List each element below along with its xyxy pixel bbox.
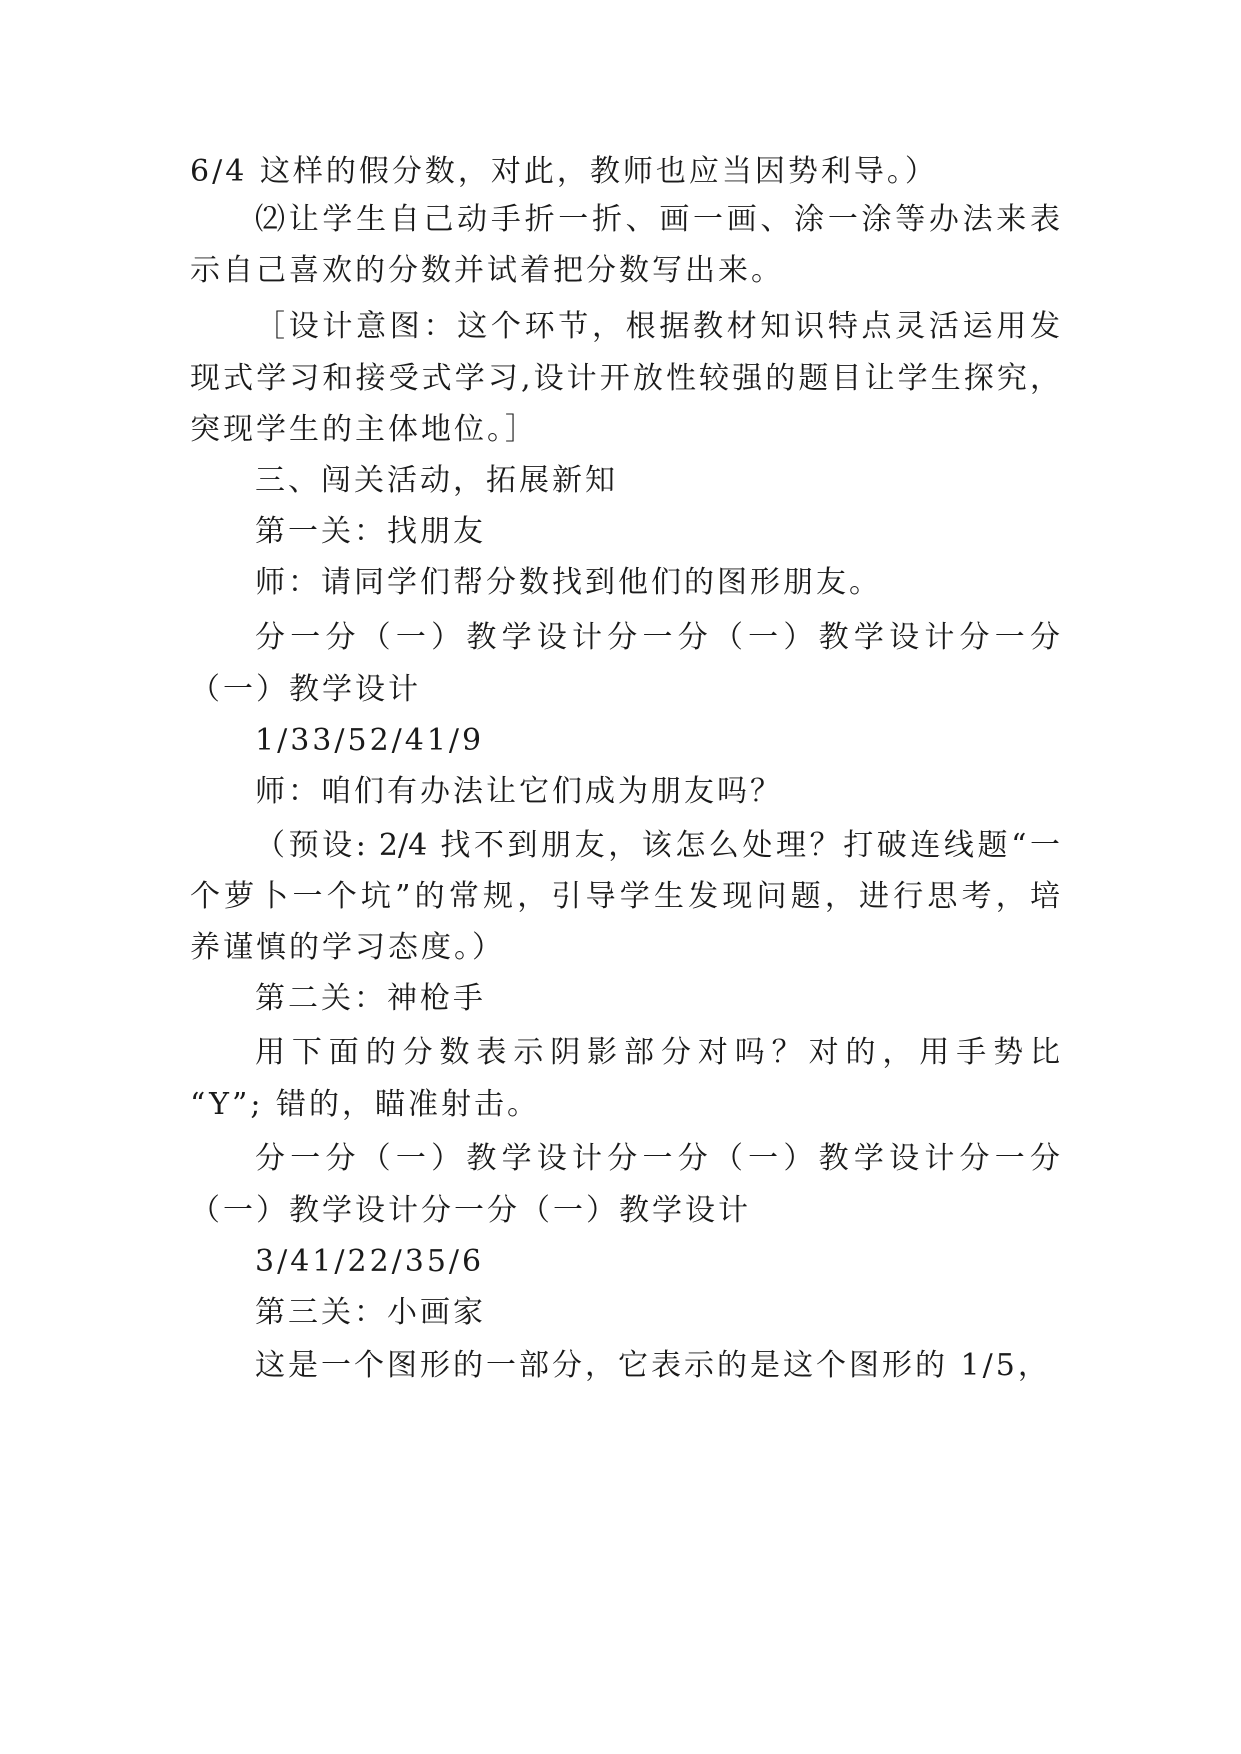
- text-line: 养谨慎的学习态度。）: [190, 930, 505, 965]
- text-line: ⑵让学生自己动手折一折、画一画、涂一涂等办法来表: [255, 202, 1060, 237]
- fraction-list: 1/33/52/41/9: [255, 723, 485, 758]
- text-line: 个萝卜一个坑”的常规，引导学生发现问题，进行思考，培: [190, 879, 1060, 914]
- fraction-list: 3/41/22/35/6: [255, 1244, 485, 1279]
- text-line: 师：请同学们帮分数找到他们的图形朋友。: [255, 565, 882, 600]
- section-heading: 三、闯关活动，拓展新知: [255, 463, 618, 498]
- text-line: 分一分（一）教学设计分一分（一）教学设计分一分: [255, 1141, 1060, 1176]
- level-heading: 第三关：小画家: [255, 1295, 486, 1330]
- text-line: （预设: 2/4 找不到朋友，该怎么处理？打破连线题“一: [255, 828, 1060, 863]
- text-line: 用下面的分数表示阴影部分对吗？对的，用手势比: [255, 1035, 1060, 1070]
- text-line: 分一分（一）教学设计分一分（一）教学设计分一分: [255, 620, 1060, 655]
- text-line: 这是一个图形的一部分，它表示的是这个图形的 1/5，: [255, 1348, 1051, 1383]
- text-line: （一）教学设计分一分（一）教学设计: [190, 1193, 751, 1228]
- level-heading: 第二关：神枪手: [255, 981, 486, 1016]
- text-line: 现式学习和接受式学习,设计开放性较强的题目让学生探究，: [190, 361, 1060, 396]
- text-line: 师：咱们有办法让它们成为朋友吗？: [255, 774, 783, 809]
- text-line: 突现学生的主体地位。］: [190, 412, 538, 447]
- text-line: “Y”; 错的，瞄准射击。: [190, 1087, 540, 1122]
- level-heading: 第一关：找朋友: [255, 514, 486, 549]
- text-line: ［设计意图：这个环节，根据教材知识特点灵活运用发: [255, 309, 1060, 344]
- text-line: 示自己喜欢的分数并试着把分数写出来。: [190, 253, 784, 288]
- text-line: 6/4 这样的假分数，对此，教师也应当因势利导。）: [190, 154, 938, 189]
- text-line: （一）教学设计: [190, 672, 421, 707]
